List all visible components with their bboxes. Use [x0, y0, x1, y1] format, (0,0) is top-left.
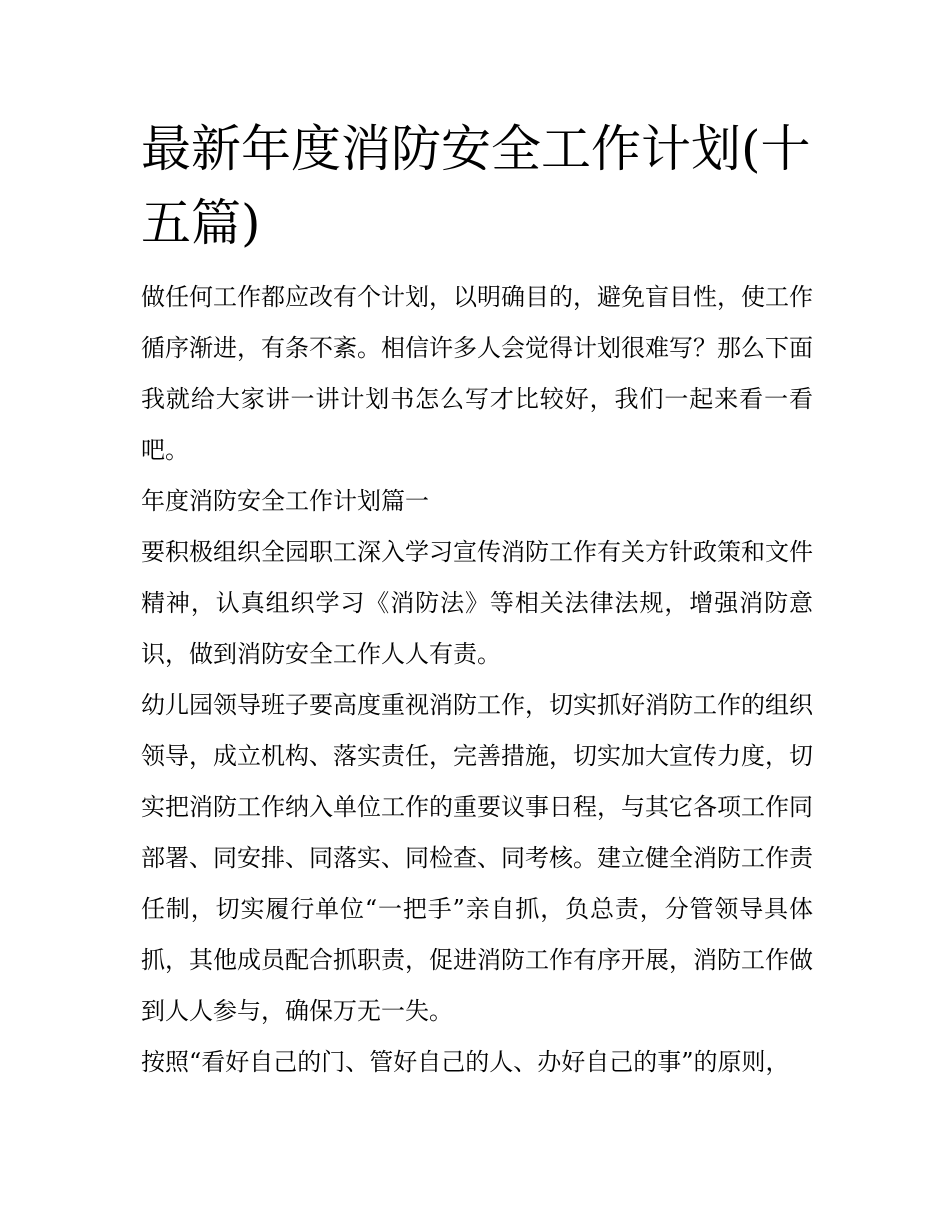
section-heading: 年度消防安全工作计划篇一 — [141, 487, 429, 515]
body-paragraph: 按照“看好自己的门、管好自己的人、办好自己的事”的原则， — [141, 1048, 790, 1076]
document-content — [141, 112, 813, 1088]
body-paragraph: 幼儿园领导班子要高度重视消防工作，切实抓好消防工作的组织领导，成立机构、落实责任，完善措施，切实加大宣传力度，切实把消防工作纳入单位工作的重要议事日程，与其它各项工作同部署、同安排、同落实、同检查、同考核。建立健全消防工作责任制，切实履行单位“一把手”亲自抓，负总责，分管领导具体抓，其他成员配合抓职责，促进消防工作有序开展，消防工作做到人人参与，确保万无一失。 — [141, 691, 813, 1025]
body-paragraph: 要积极组织全园职工深入学习宣传消防工作有关方针政策和文件精神，认真组织学习《消防法》等相关法律法规，增强消防意识，做到消防安全工作人人有责。 — [141, 538, 813, 668]
intro-paragraph: 做任何工作都应改有个计划，以明确目的，避免盲目性，使工作循序渐进，有条不紊。相信许多人会觉得计划很难写？那么下面我就给大家讲一讲计划书怎么写才比较好，我们一起来看一看吧。 — [141, 283, 813, 464]
document-body — [141, 272, 813, 1088]
document-title: 最新年度消防安全工作计划(十五篇) — [141, 120, 811, 252]
